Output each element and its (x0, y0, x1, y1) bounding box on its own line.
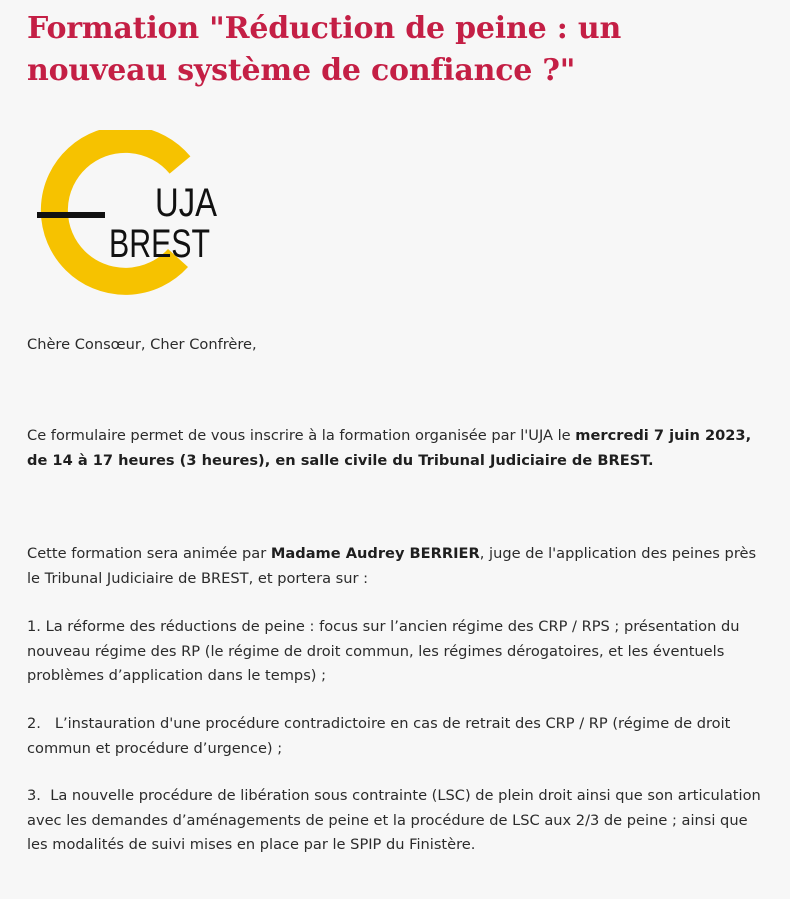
list-item (27, 784, 767, 858)
list-item-text: La réforme des réductions de peine : focus sur l’ancien régime des CRP / RPS ; présentation du nouveau régime des RP (le régime de droit commun, les régimes dérogatoires, et les éventuels problèmes d’application dans le temps) ; (27, 618, 740, 684)
logo-text-brest: BREST (109, 222, 210, 266)
intro-paragraph (27, 424, 767, 473)
greeting: Chère Consœur, Cher Confrère, (27, 336, 257, 353)
list-item-text: La nouvelle procédure de libération sous contrainte (LSC) de plein droit ainsi que son articulation avec les demandes d’aménagements de peine et la procédure de LSC aux 2/3 de peine ; ainsi que les modalités de suivi mises en place par le SPIP du Finistère. (27, 787, 761, 853)
speaker-text-before: Cette formation sera animée par (27, 545, 271, 562)
logo-bar (37, 212, 105, 218)
event-details: mercredi 7 juin 2023, de 14 à 17 heures (3 heures), en salle civile du Tribunal Judiciaire de BREST. (27, 427, 752, 469)
logo-text-uja: UJA (155, 181, 218, 225)
list-item-number: 1. (27, 618, 41, 635)
list-item-text: L’instauration d'une procédure contradictoire en cas de retrait des CRP / RP (régime de droit commun et procédure d’urgence) ; (27, 715, 731, 757)
list-item (27, 712, 767, 761)
intro-text: Ce formulaire permet de vous inscrire à la formation organisée par l'UJA le (27, 427, 576, 444)
speaker-paragraph (27, 542, 767, 591)
page-title: Formation "Réduction de peine : un nouveau système de confiance ?" (27, 11, 622, 88)
list-item-number: 2. (27, 715, 41, 732)
speaker-text-after: , juge de l'application des peines près le Tribunal Judiciaire de BREST, et portera sur : (27, 545, 757, 587)
list-item (27, 615, 767, 689)
uja-brest-logo (32, 130, 232, 300)
speaker-name: Madame Audrey BERRIER (270, 545, 480, 562)
list-item-number: 3. (27, 787, 41, 804)
